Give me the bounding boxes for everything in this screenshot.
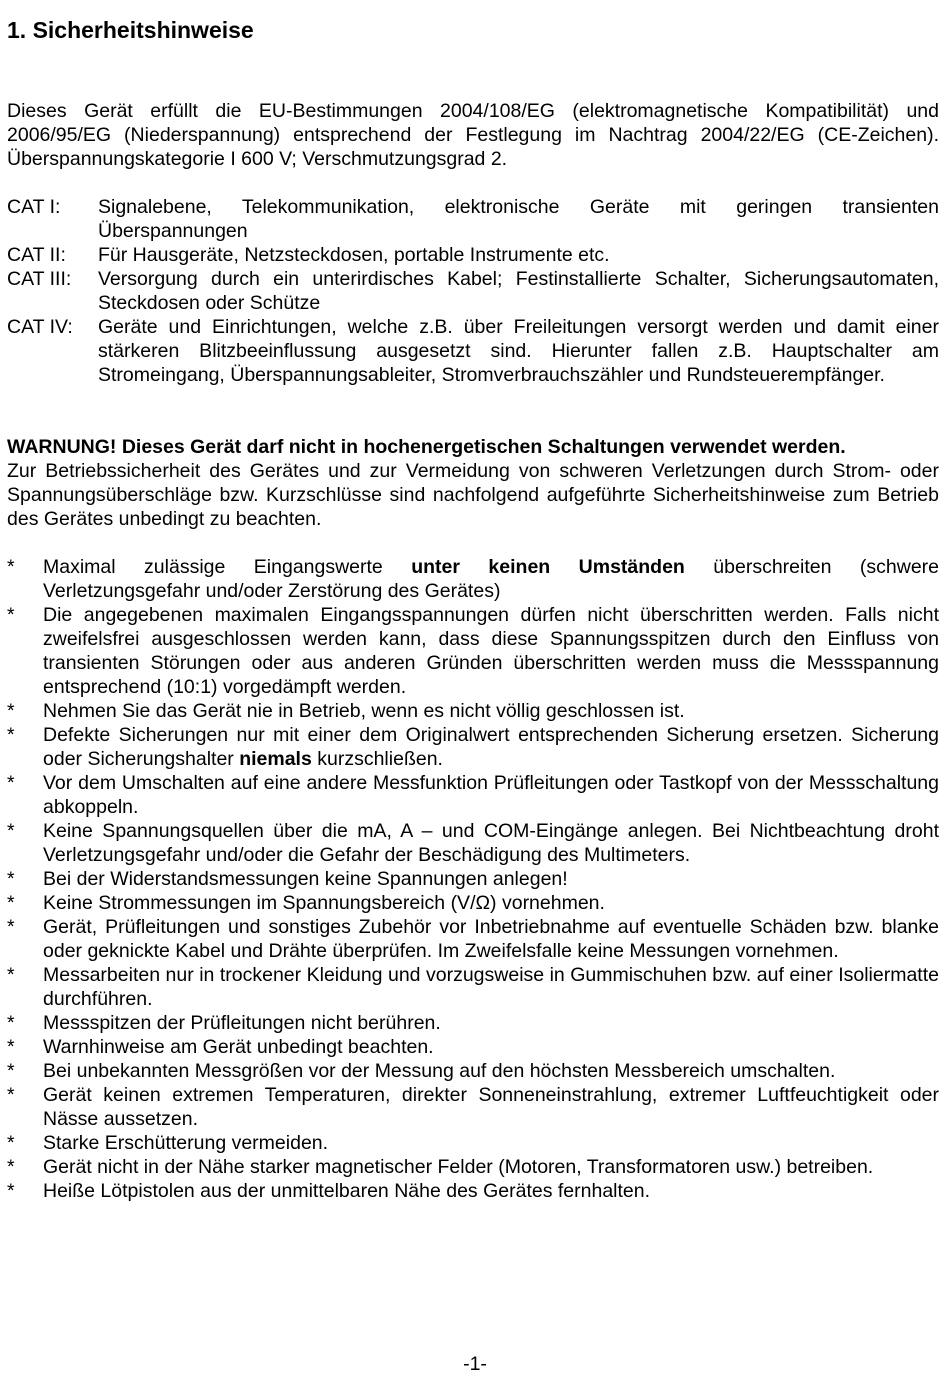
instruction-text-part: Gerät keinen extremen Temperaturen, direkter Sonneneinstrahlung, extremer Luftfeuchtigkeit oder Nässe aussetzen. <box>43 1084 939 1130</box>
instruction-emphasis: niemals <box>239 748 312 770</box>
category-description: Geräte und Einrichtungen, welche z.B. über Freileitungen versorgt werden und damit einer stärkeren Blitzbeeinflussung ausgesetzt sind. Hierunter fallen z.B. Hauptschalter am Stromeingang, Überspannungsableiter, Stromverbrauchszähler und Rundsteuerempfänger. <box>98 316 939 386</box>
bullet-marker: * <box>7 1012 15 1034</box>
section-heading: 1. Sicherheitshinweise <box>7 17 254 43</box>
category-label: CAT III: <box>7 268 72 290</box>
warning-paragraph <box>7 435 939 531</box>
instruction-text-part: Gerät, Prüfleitungen und sonstiges Zubehör vor Inbetriebnahme auf eventuelle Schäden bzw. blanke oder geknickte Kabel und Drähte überprüfen. Im Zweifelsfalle keine Messungen vornehmen. <box>43 916 939 962</box>
safety-instruction-item <box>7 723 939 771</box>
instruction-text <box>43 867 939 891</box>
safety-instruction-item <box>7 699 939 723</box>
category-item <box>7 315 939 387</box>
bullet-marker: * <box>7 820 15 842</box>
safety-instruction-item <box>7 891 939 915</box>
overvoltage-category-list <box>7 195 939 387</box>
safety-instruction-item <box>7 1179 939 1203</box>
instruction-text <box>43 1179 939 1203</box>
safety-instruction-item <box>7 603 939 699</box>
instruction-text <box>43 1155 939 1179</box>
bullet-marker: * <box>7 892 15 914</box>
instruction-text-part: Die angegebenen maximalen Eingangsspannungen dürfen nicht überschritten werden. Falls nicht zweifelsfrei ausgeschlossen werden kann, dass diese Spannungsspitzen durch den Einfluss von transienten Störungen oder aus anderen Gründen überschritten werden muss die Messspannung entsprechend (10:1) vorgedämpft werden. <box>43 604 939 698</box>
instruction-text <box>43 963 939 1011</box>
instruction-text-part: Warnhinweise am Gerät unbedingt beachten. <box>43 1036 434 1058</box>
instruction-text <box>43 555 939 603</box>
safety-instruction-item <box>7 1083 939 1131</box>
instruction-text-part: Keine Spannungsquellen über die mA, A – und COM-Eingänge anlegen. Bei Nichtbeachtung droht Verletzungsgefahr und/oder die Gefahr der Beschädigung des Multimeters. <box>43 820 939 866</box>
instruction-text-part: Bei der Widerstandsmessungen keine Spannungen anlegen! <box>43 868 568 890</box>
instruction-text-part: Defekte Sicherungen nur mit einer dem Originalwert entsprechenden Sicherung ersetzen. Sicherung oder Sicherungshalter <box>43 724 939 770</box>
instruction-text-part: Gerät nicht in der Nähe starker magnetischer Felder (Motoren, Transformatoren usw.) betreiben. <box>43 1156 874 1178</box>
instruction-text <box>43 891 939 915</box>
instruction-text-part: Vor dem Umschalten auf eine andere Messfunktion Prüfleitungen oder Tastkopf von der Messschaltung abkoppeln. <box>43 772 939 818</box>
instruction-text <box>43 699 939 723</box>
page-number: -1- <box>463 1353 487 1375</box>
bullet-marker: * <box>7 1084 15 1106</box>
instruction-text <box>43 1035 939 1059</box>
warning-text: Zur Betriebssicherheit des Gerätes und zur Vermeidung von schweren Verletzungen durch Strom- oder Spannungsüberschläge bzw. Kurzschlüsse sind nachfolgend aufgeführte Sicherheitshinweise zum Betrieb des Gerätes unbedingt zu beachten. <box>7 460 939 530</box>
instruction-text <box>43 1059 939 1083</box>
instruction-text-part: überschreiten (schwere Verletzungsgefahr und/oder Zerstörung des Gerätes) <box>43 556 939 602</box>
safety-instruction-item <box>7 1131 939 1155</box>
category-label: CAT I: <box>7 196 61 218</box>
bullet-marker: * <box>7 1060 15 1082</box>
safety-instruction-item <box>7 1035 939 1059</box>
instruction-emphasis: unter keinen Umständen <box>411 556 685 578</box>
bullet-marker: * <box>7 604 15 626</box>
bullet-marker: * <box>7 556 15 578</box>
bullet-marker: * <box>7 1180 15 1202</box>
safety-instruction-item <box>7 819 939 867</box>
instruction-text-part: Messarbeiten nur in trockener Kleidung und vorzugsweise in Gummischuhen bzw. auf einer Isoliermatte durchführen. <box>43 964 939 1010</box>
category-item <box>7 195 939 243</box>
instruction-text-part: kurzschließen. <box>311 748 443 770</box>
instruction-text <box>43 603 939 699</box>
safety-instruction-item <box>7 1011 939 1035</box>
category-description: Signalebene, Telekommunikation, elektronische Geräte mit geringen transienten Überspannungen <box>98 196 939 242</box>
safety-instruction-item <box>7 1155 939 1179</box>
intro-paragraph: Dieses Gerät erfüllt die EU-Bestimmungen 2004/108/EG (elektromagnetische Kompatibilität) und 2006/95/EG (Niederspannung) entsprechend der Festlegung im Nachtrag 2004/22/EG (CE-Zeichen). Überspannungskategorie I 600 V; Verschmutzungsgrad 2. <box>7 100 939 170</box>
instruction-text <box>43 915 939 963</box>
bullet-marker: * <box>7 700 15 722</box>
category-label: CAT II: <box>7 244 66 266</box>
instruction-text-part: Maximal zulässige Eingangswerte <box>43 556 412 578</box>
bullet-marker: * <box>7 772 15 794</box>
bullet-marker: * <box>7 1132 15 1154</box>
category-label: CAT IV: <box>7 316 73 338</box>
safety-instruction-item <box>7 963 939 1011</box>
category-item <box>7 243 939 267</box>
bullet-marker: * <box>7 724 15 746</box>
bullet-marker: * <box>7 1156 15 1178</box>
instruction-text-part: Keine Strommessungen im Spannungsbereich (V/Ω) vornehmen. <box>43 892 605 914</box>
warning-heading: WARNUNG! Dieses Gerät darf nicht in hochenergetischen Schaltungen verwendet werden. <box>7 436 846 458</box>
category-item <box>7 267 939 315</box>
instruction-text <box>43 1083 939 1131</box>
safety-instruction-item <box>7 771 939 819</box>
instruction-text <box>43 723 939 771</box>
instruction-text-part: Starke Erschütterung vermeiden. <box>43 1132 329 1154</box>
safety-instruction-item <box>7 555 939 603</box>
category-description: Versorgung durch ein unterirdisches Kabel; Festinstallierte Schalter, Sicherungsautomaten, Steckdosen oder Schütze <box>98 268 939 314</box>
bullet-marker: * <box>7 964 15 986</box>
bullet-marker: * <box>7 916 15 938</box>
safety-instruction-item <box>7 1059 939 1083</box>
instruction-text-part: Bei unbekannten Messgrößen vor der Messung auf den höchsten Messbereich umschalten. <box>43 1060 836 1082</box>
instruction-text <box>43 771 939 819</box>
instruction-text <box>43 1011 939 1035</box>
instruction-text <box>43 1131 939 1155</box>
safety-instruction-item <box>7 867 939 891</box>
instruction-text-part: Messspitzen der Prüfleitungen nicht berühren. <box>43 1012 441 1034</box>
instruction-text <box>43 819 939 867</box>
bullet-marker: * <box>7 868 15 890</box>
safety-instruction-item <box>7 915 939 963</box>
bullet-marker: * <box>7 1036 15 1058</box>
instruction-text-part: Nehmen Sie das Gerät nie in Betrieb, wenn es nicht völlig geschlossen ist. <box>43 700 685 722</box>
safety-instruction-list <box>7 555 939 1203</box>
category-description: Für Hausgeräte, Netzsteckdosen, portable Instrumente etc. <box>98 244 610 266</box>
instruction-text-part: Heiße Lötpistolen aus der unmittelbaren Nähe des Gerätes fernhalten. <box>43 1180 651 1202</box>
